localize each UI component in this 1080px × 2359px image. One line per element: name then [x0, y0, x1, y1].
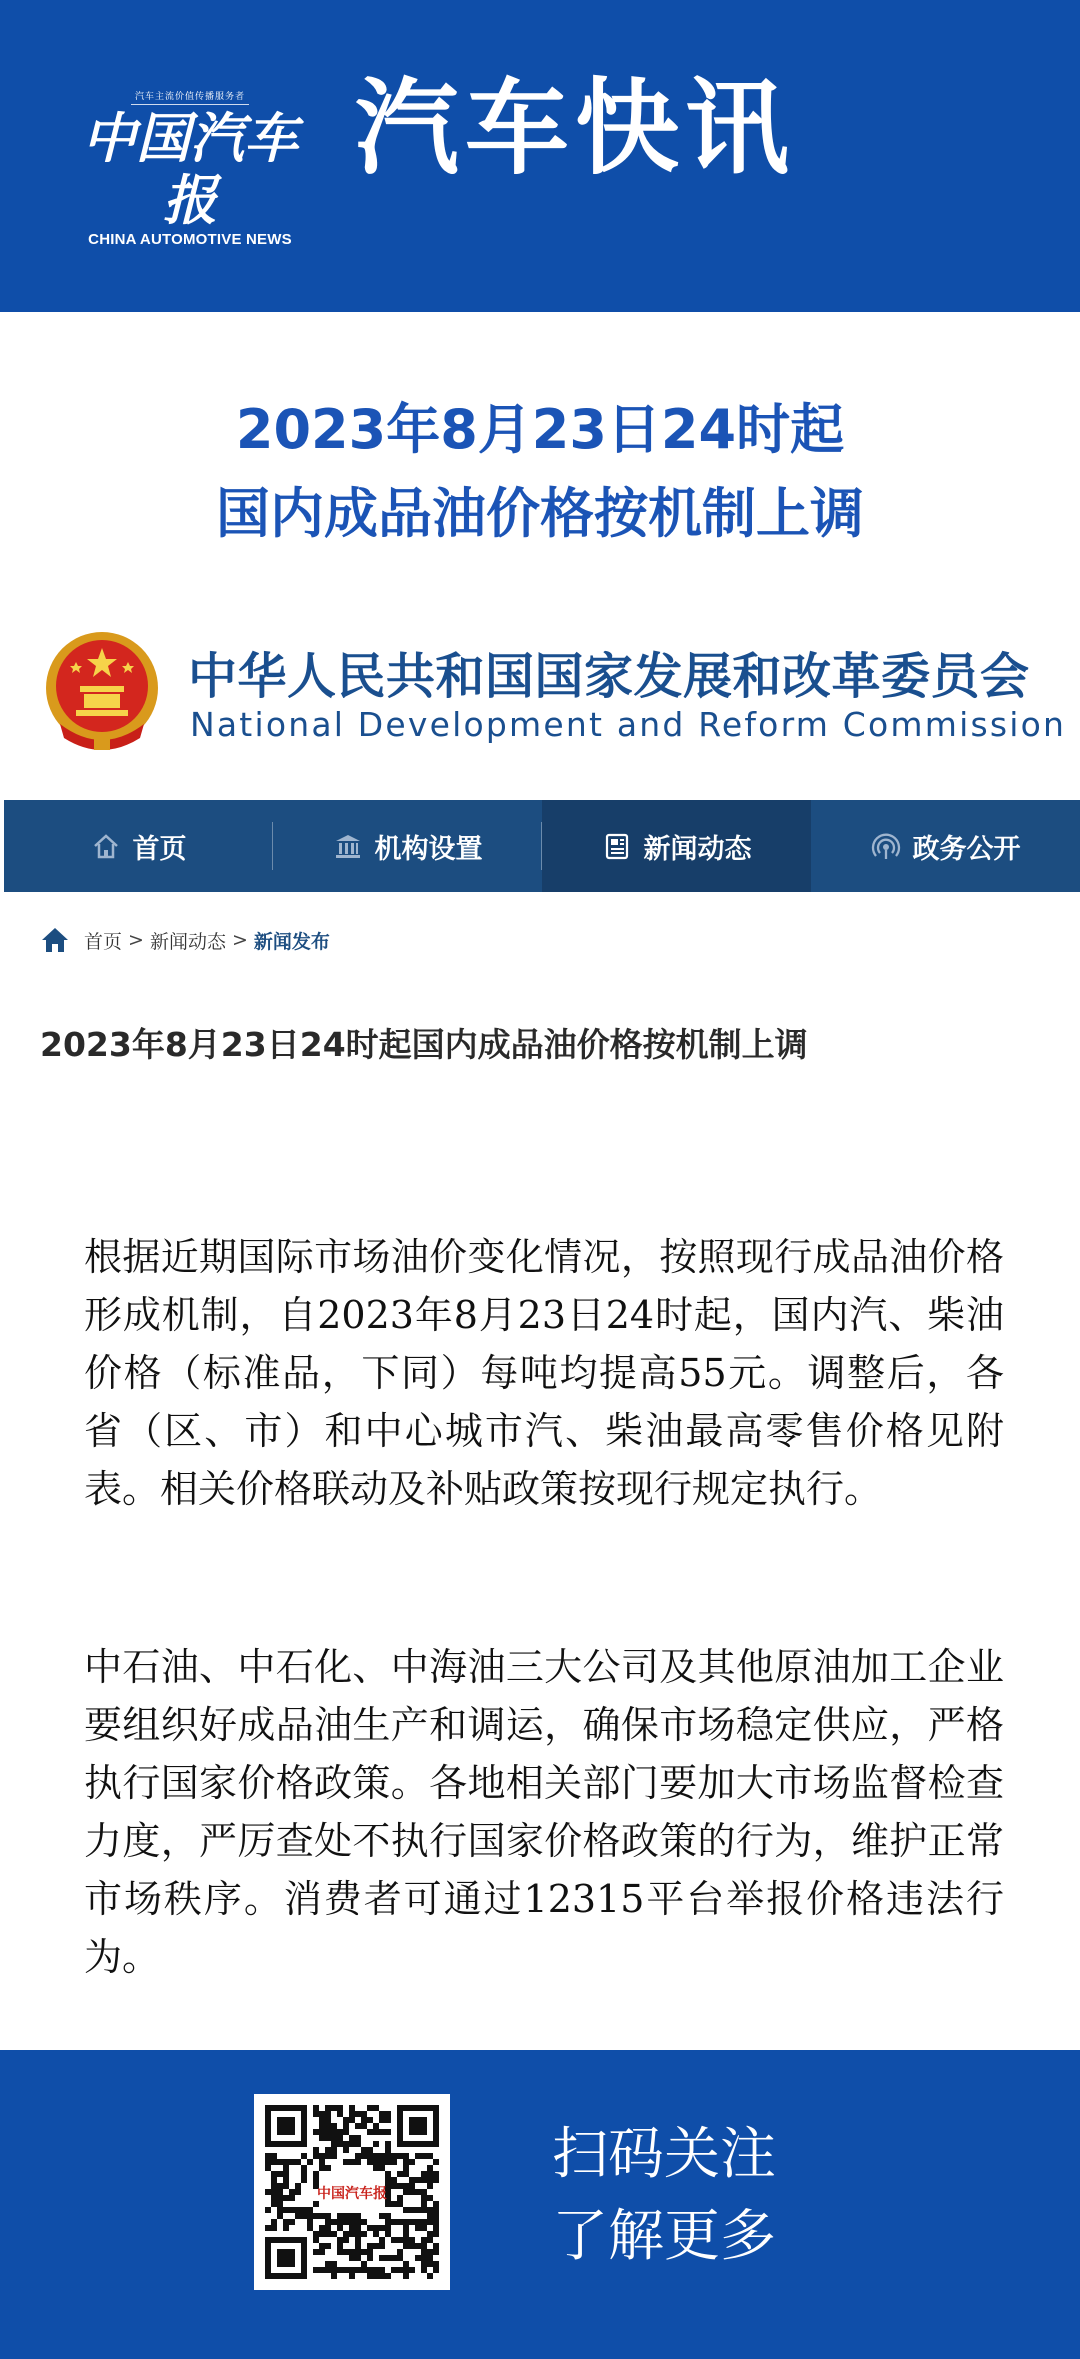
breadcrumb-separator: > [128, 929, 144, 951]
headline [0, 388, 1080, 556]
article-paragraph-1: 根据近期国际市场油价变化情况，按照现行成品油价格形成机制，自2023年8月23日24时起，国内汽、柴油价格（标准品，下同）每吨均提高55元。调整后，各省（区、市）和中心城市汽、柴油最高零售价格见附表。相关价格联动及补贴政策按现行规定执行。 [84, 1235, 1004, 1511]
ndrc-name-en: National Development and Reform Commission [190, 705, 1067, 744]
follow-line-2: 了解更多 [552, 2204, 776, 2269]
breadcrumb-home[interactable]: 首页 [84, 930, 123, 953]
follow-prompt [552, 2114, 776, 2278]
breadcrumb [40, 924, 330, 956]
footer-banner [0, 2050, 1080, 2359]
main-nav [4, 800, 1080, 892]
home-icon[interactable] [40, 926, 70, 954]
news-icon [602, 831, 632, 861]
article-paragraph-2: 中石油、中石化、中海油三大公司及其他原油加工企业要组织好成品油生产和调运，确保市场稳定供应，严格执行国家价格政策。各地相关部门要加大市场监督检查力度，严厉查处不执行国家价格政策的行为，维护正常市场秩序。消费者可通过12315平台举报价格违法行为。 [84, 1645, 1004, 1979]
broadcast-icon [871, 831, 901, 861]
brand-logo[interactable] [72, 84, 308, 248]
headline-line-2: 国内成品油价格按机制上调 [216, 482, 864, 545]
logo-tagline: 汽车主流价值传播服务者 [131, 89, 249, 105]
national-emblem-icon [40, 628, 164, 756]
ndrc-name-cn: 中华人民共和国国家发展和改革委员会 [188, 648, 1030, 705]
nav-item-government-affairs[interactable] [811, 800, 1080, 892]
nav-item-institutions[interactable] [273, 800, 542, 892]
header-banner [0, 0, 1080, 312]
qr-code-icon [254, 2094, 450, 2290]
follow-line-1: 扫码关注 [552, 2122, 776, 2187]
nav-label-institutions: 机构设置 [374, 833, 483, 865]
breadcrumb-news[interactable]: 新闻动态 [149, 930, 226, 953]
nav-label-news: 新闻动态 [643, 833, 752, 865]
nav-label-home: 首页 [132, 833, 187, 865]
institution-icon [333, 831, 363, 861]
home-icon [91, 831, 121, 861]
nav-label-government-affairs: 政务公开 [912, 833, 1021, 865]
nav-item-news[interactable] [542, 800, 811, 892]
logo-wordmark: 中国汽车报 [82, 106, 298, 232]
logo-english: CHINA AUTOMOTIVE NEWS [88, 231, 292, 248]
qr-center-logo: 中国汽车报 [317, 2186, 387, 2202]
breadcrumb-current[interactable]: 新闻发布 [253, 930, 330, 953]
qr-code[interactable] [254, 2094, 450, 2290]
breadcrumb-separator: > [231, 929, 248, 951]
headline-line-1: 2023年8月23日24时起 [235, 398, 845, 461]
nav-item-home[interactable] [4, 800, 273, 892]
banner-title: 汽车快讯 [355, 66, 796, 189]
article-title: 2023年8月23日24时起国内成品油价格按机制上调 [40, 1025, 808, 1064]
